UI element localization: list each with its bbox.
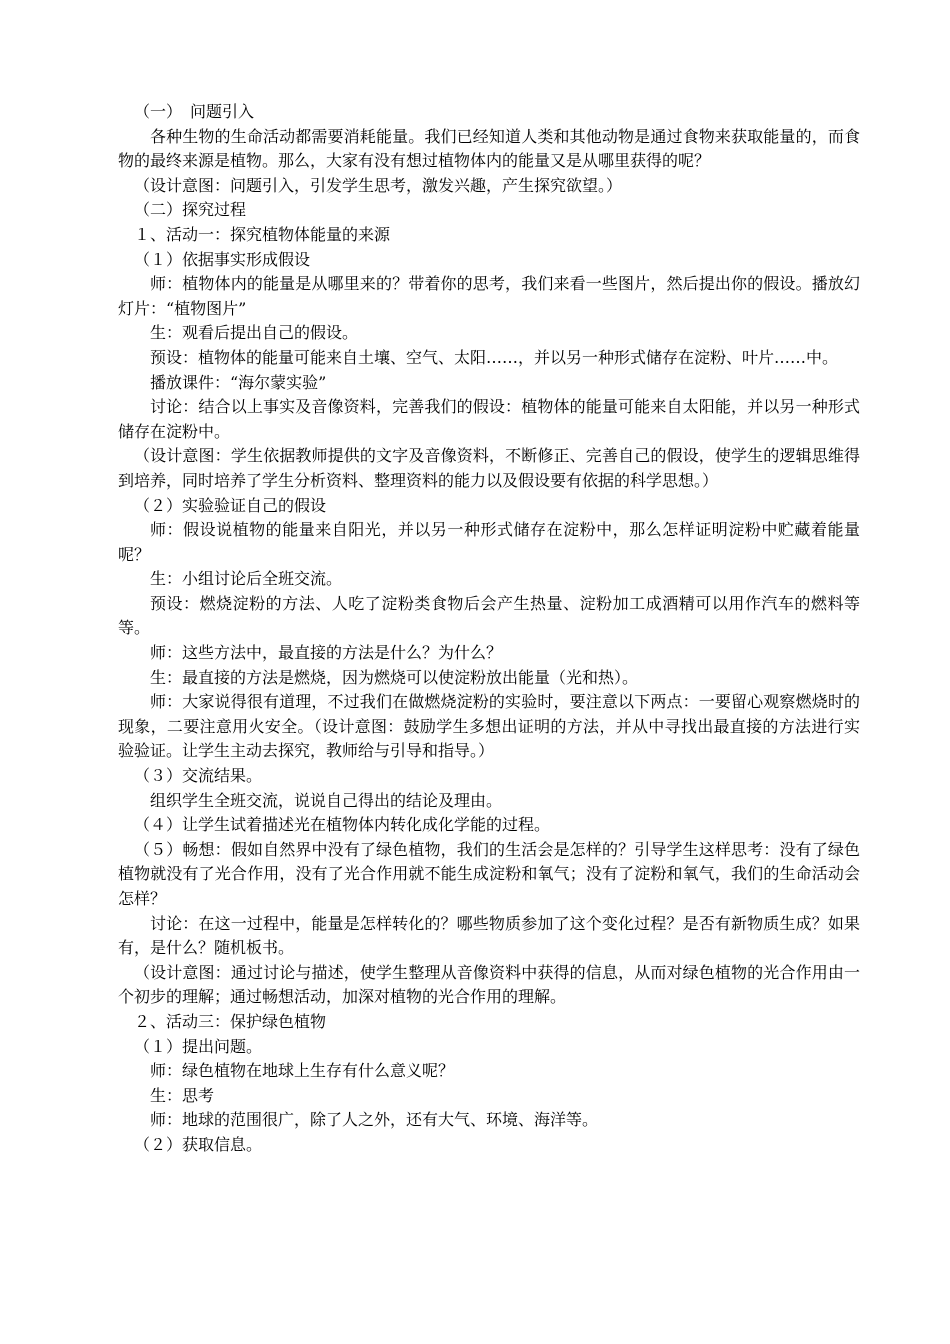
paragraph: （１）依据事实形成假设: [134, 249, 311, 269]
paragraph: 预设：燃烧淀粉的方法、人吃了淀粉类食物后会产生热量、淀粉加工成酒精可以用作汽车的燃料等等。: [118, 593, 860, 638]
paragraph: 师：地球的范围很广，除了人之外，还有大气、环境、海洋等。: [150, 1110, 599, 1130]
paragraph: 师：大家说得很有道理，不过我们在做燃烧淀粉的实验时，要注意以下两点：一要留心观察燃烧时的现象，二要注意用火安全。（设计意图：鼓励学生多想出证明的方法，并从中寻找出最直接的方法进行实验验证。让学生主动去探究，教师给与引导和指导。）: [118, 692, 860, 761]
paragraph: 各种生物的生命活动都需要消耗能量。我们已经知道人类和其他动物是通过食物来获取能量的，而食物的最终来源是植物。那么，大家有没有想过植物体内的能量又是从哪里获得的呢？: [118, 126, 860, 171]
paragraph: （二）探究过程: [134, 200, 247, 220]
paragraph: 组织学生全班交流，说说自己得出的结论及理由。: [150, 790, 503, 810]
paragraph: （一） 问题引入: [134, 102, 255, 121]
paragraph: 预设：植物体的能量可能来自土壤、空气、太阳……，并以另一种形式储存在淀粉、叶片……中。: [150, 347, 839, 367]
document-body: [118, 100, 860, 1158]
paragraph: 生：观看后提出自己的假设。: [150, 323, 359, 343]
paragraph: （３）交流结果。: [134, 766, 263, 786]
paragraph: 生：最直接的方法是燃烧，因为燃烧可以使淀粉放出能量（光和热）。: [150, 667, 639, 687]
paragraph: 讨论：在这一过程中，能量是怎样转化的？哪些物质参加了这个变化过程？是否有新物质生成？如果有，是什么？随机板书。: [118, 913, 860, 958]
paragraph: （２）实验验证自己的假设: [134, 495, 327, 515]
paragraph: 生：思考: [150, 1085, 215, 1105]
paragraph: （设计意图：学生依据教师提供的文字及音像资料，不断修正、完善自己的假设，使学生的逻辑思维得到培养，同时培养了学生分析资料、整理资料的能力以及假设要有依据的科学思想。）: [118, 446, 860, 490]
paragraph: 生：小组讨论后全班交流。: [150, 569, 343, 589]
paragraph: 师：绿色植物在地球上生存有什么意义呢？: [150, 1061, 455, 1081]
paragraph: 师：这些方法中，最直接的方法是什么？为什么？: [150, 643, 503, 663]
paragraph: （４）让学生试着描述光在植物体内转化成化学能的过程。: [134, 815, 551, 835]
paragraph: （１）提出问题。: [134, 1036, 263, 1056]
paragraph: 师：植物体内的能量是从哪里来的？带着你的思考，我们来看一些图片，然后提出你的假设。播放幻灯片：“植物图片”: [118, 274, 860, 318]
paragraph: （５）畅想：假如自然界中没有了绿色植物，我们的生活会是怎样的？引导学生这样思考：没有了绿色植物就没有了光合作用，没有了光合作用就不能生成淀粉和氧气；没有了淀粉和氧气，我们的生命活动会怎样？: [118, 839, 860, 908]
paragraph: 师：假设说植物的能量来自阳光，并以另一种形式储存在淀粉中，那么怎样证明淀粉中贮藏着能量呢？: [118, 520, 860, 564]
paragraph: 讨论：结合以上事实及音像资料，完善我们的假设：植物体的能量可能来自太阳能，并以另一种形式储存在淀粉中。: [118, 397, 860, 441]
paragraph: （设计意图：通过讨论与描述，使学生整理从音像资料中获得的信息，从而对绿色植物的光合作用由一个初步的理解；通过畅想活动，加深对植物的光合作用的理解。: [118, 962, 860, 1007]
paragraph: （设计意图：问题引入，引发学生思考，激发兴趣，产生探究欲望。）: [134, 175, 623, 195]
paragraph: （２）获取信息。: [134, 1134, 263, 1154]
paragraph: ２、活动三：保护绿色植物: [134, 1011, 327, 1031]
paragraph: 播放课件：“海尔蒙实验”: [150, 372, 327, 392]
paragraph: １、活动一：探究植物体能量的来源: [134, 224, 391, 244]
